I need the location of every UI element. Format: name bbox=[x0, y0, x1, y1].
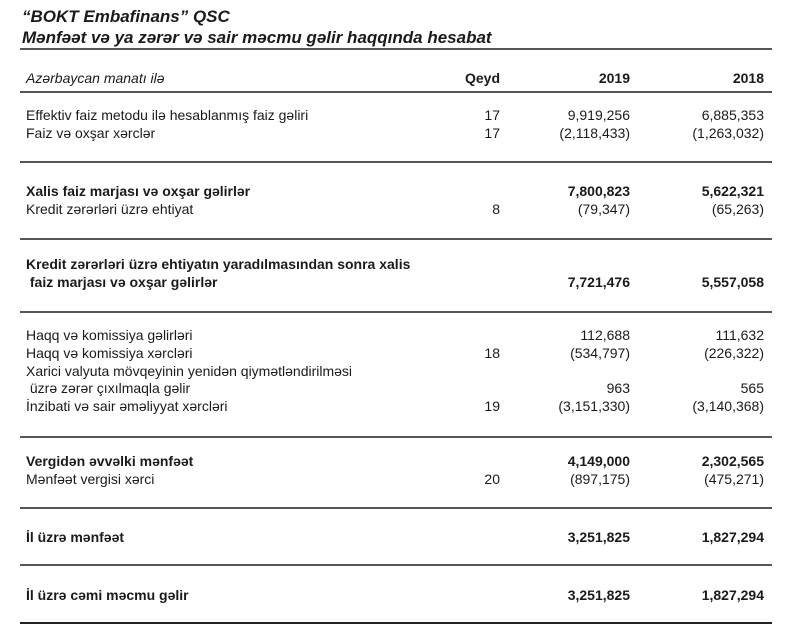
divider bbox=[20, 161, 772, 163]
row-label: Haqq və komissiya xərcləri bbox=[26, 345, 193, 361]
row-value-2019: (3,151,330) bbox=[558, 398, 630, 414]
row-value-2018: 111,632 bbox=[715, 327, 764, 343]
row-value-2019: (897,175) bbox=[570, 471, 630, 487]
row-label: Mənfəət vergisi xərci bbox=[26, 471, 155, 487]
row-label: Kredit zərərləri üzrə ehtiyatın yaradılmasından sonra xalis bbox=[26, 256, 411, 272]
divider bbox=[20, 238, 772, 240]
row-value-2018: 1,827,294 bbox=[701, 529, 764, 545]
row-note: 18 bbox=[484, 345, 500, 361]
row-label: Xarici valyuta mövqeyinin yenidən qiymətləndirilməsi bbox=[26, 363, 353, 379]
note-column-header: Qeyd bbox=[464, 70, 500, 86]
row-value-2018: 5,622,321 bbox=[701, 183, 764, 199]
row-note: 17 bbox=[484, 125, 500, 141]
row-value-2019: 4,149,000 bbox=[567, 453, 630, 469]
row-value-2018: (1,263,032) bbox=[692, 125, 764, 141]
row-value-2018: (226,322) bbox=[704, 345, 764, 361]
year-2018-header: 2018 bbox=[732, 70, 764, 86]
row-value-2018: (3,140,368) bbox=[692, 398, 764, 414]
row-value-2018: 2,302,565 bbox=[701, 453, 764, 469]
row-label: Effektiv faiz metodu ilə hesablanmış faiz gəliri bbox=[26, 107, 309, 123]
row-label: faiz marjası və oxşar gəlirlər bbox=[26, 274, 218, 290]
currency-label: Azərbaycan manatı ilə bbox=[26, 70, 165, 86]
row-note: 19 bbox=[484, 398, 500, 414]
company-name: “BOKT Embafinans” QSC bbox=[22, 7, 230, 26]
divider bbox=[20, 436, 772, 438]
divider bbox=[20, 564, 772, 566]
row-value-2018: 6,885,353 bbox=[701, 107, 764, 123]
row-label: Faiz və oxşar xərclər bbox=[26, 125, 156, 141]
row-value-2019: (534,797) bbox=[570, 345, 630, 361]
row-value-2019: 9,919,256 bbox=[567, 107, 630, 123]
row-label: Vergidən əvvəlki mənfəət bbox=[26, 453, 194, 469]
row-label: üzrə zərər çıxılmaqla gəlir bbox=[26, 380, 191, 396]
divider bbox=[20, 311, 772, 313]
divider bbox=[20, 91, 772, 93]
row-label: İl üzrə cəmi məcmu gəlir bbox=[26, 587, 189, 603]
row-label: Xalis faiz marjası və oxşar gəlirlər bbox=[26, 183, 251, 199]
row-label: İnzibati və sair əməliyyat xərcləri bbox=[26, 398, 228, 414]
row-label: Haqq və komissiya gəlirləri bbox=[26, 327, 193, 343]
row-note: 17 bbox=[484, 107, 500, 123]
row-value-2018: 1,827,294 bbox=[701, 587, 764, 603]
row-value-2019: (79,347) bbox=[577, 201, 630, 217]
row-note: 8 bbox=[492, 201, 500, 217]
row-value-2018: (475,271) bbox=[704, 471, 764, 487]
row-value-2018: 5,557,058 bbox=[701, 274, 764, 290]
row-value-2019: 7,721,476 bbox=[567, 274, 630, 290]
row-value-2019: 7,800,823 bbox=[567, 183, 630, 199]
divider bbox=[20, 48, 772, 50]
row-note: 20 bbox=[484, 471, 500, 487]
row-value-2018: 565 bbox=[740, 380, 764, 396]
row-value-2019: 963 bbox=[606, 380, 630, 396]
row-value-2019: (2,118,433) bbox=[559, 125, 630, 141]
divider bbox=[20, 622, 772, 624]
statement-title: Mənfəət və ya zərər və sair məcmu gəlir haqqında hesabat bbox=[22, 28, 492, 47]
row-label: Kredit zərərləri üzrə ehtiyat bbox=[26, 201, 194, 217]
row-label: İl üzrə mənfəət bbox=[26, 529, 125, 545]
divider bbox=[20, 507, 772, 509]
row-value-2019: 112,688 bbox=[580, 327, 630, 343]
row-value-2019: 3,251,825 bbox=[567, 529, 630, 545]
row-value-2019: 3,251,825 bbox=[567, 587, 630, 603]
year-2019-header: 2019 bbox=[598, 70, 630, 86]
row-value-2018: (65,263) bbox=[711, 201, 764, 217]
